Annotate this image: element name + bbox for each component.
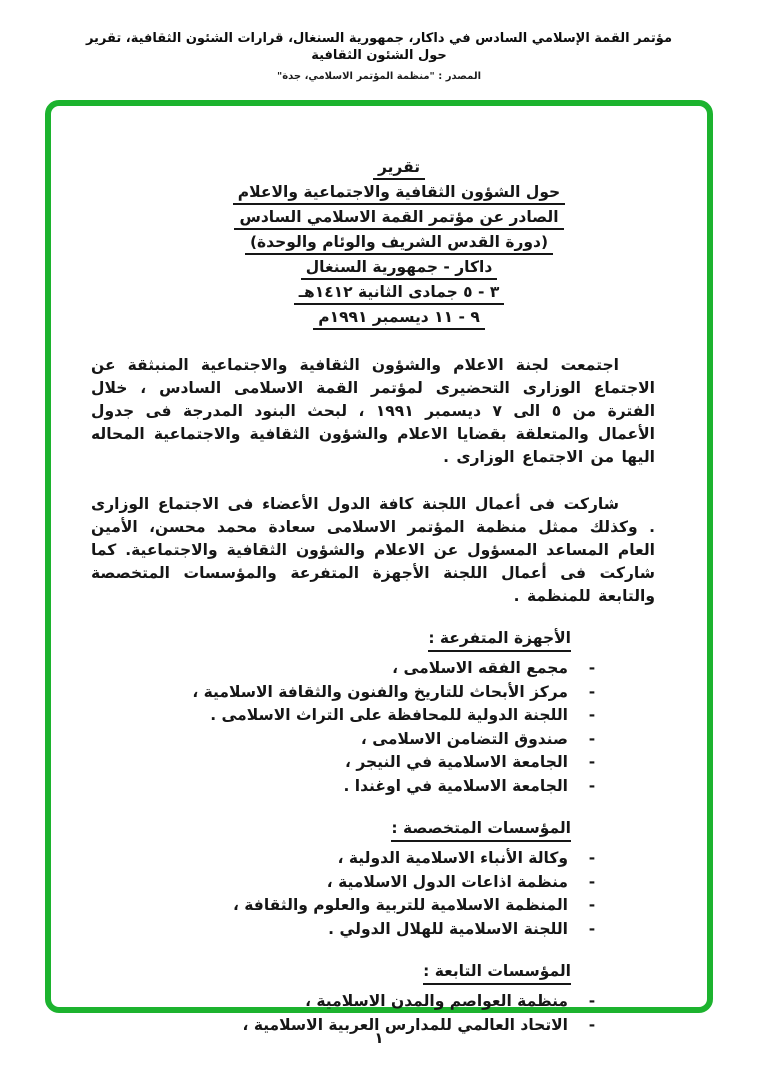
- list-item: [91, 681, 599, 705]
- list-item: [91, 990, 599, 1014]
- list-item-text: صندوق التضامن الاسلامى ،: [360, 729, 568, 748]
- report-title-line: ٩ - ١١ ديسمبر ١٩٩١م: [313, 308, 485, 330]
- dash-bullet-icon: -: [588, 919, 596, 938]
- report-title-line: الصادر عن مؤتمر القمة الاسلامي السادس: [234, 208, 563, 230]
- report-title-line: حول الشؤون الثقافية والاجتماعية والاعلام: [233, 183, 565, 205]
- report-title-line: ٣ - ٥ جمادى الثانية ١٤١٢هـ: [294, 283, 505, 305]
- list-item: [91, 918, 599, 942]
- scanned-document-frame: [45, 100, 713, 1034]
- list-item-text: منظمة اذاعات الدول الاسلامية ،: [326, 872, 568, 891]
- report-title-line: داكار - جمهورية السنغال: [301, 258, 498, 280]
- dash-bullet-icon: -: [588, 776, 596, 795]
- dash-bullet-icon: -: [588, 753, 596, 771]
- list-item: [91, 871, 599, 895]
- dash-bullet-icon: -: [588, 1015, 596, 1034]
- list-item: [91, 847, 599, 871]
- document-source-attribution: المصدر : "منظمة المؤتمر الاسلامي، جدة": [276, 71, 481, 82]
- section-item-list: [91, 847, 655, 941]
- section-item-list: [91, 657, 655, 798]
- list-item-text: اللجنة الاسلامية للهلال الدولي .: [328, 919, 568, 938]
- dash-bullet-icon: -: [588, 682, 596, 701]
- list-item-text: الاتحاد العالمي للمدارس العربية الاسلامية ،: [242, 1015, 568, 1034]
- list-item: [91, 728, 599, 752]
- list-item-text: الجامعة الاسلامية في النيجر ،: [345, 753, 568, 771]
- section-subsidiary-organs: [91, 629, 655, 798]
- section-heading: المؤسسات المتخصصة :: [391, 819, 571, 842]
- list-item-text: مركز الأبحاث للتاريخ والفنون والثقافة الاسلامية ،: [192, 682, 568, 701]
- dash-bullet-icon: -: [588, 849, 596, 867]
- list-item: [91, 751, 599, 775]
- list-item: [91, 704, 599, 728]
- list-item: [91, 657, 599, 681]
- participation-paragraph: شاركت فى أعمال اللجنة كافة الدول الأعضاء فى الاجتماع الوزارى . وكذلك ممثل منظمة المؤتمر الاسلامى سعادة محمد محسن، الأمين العام المساعد المسؤول عن الاعلام والشؤون الثقافية والاجتماعية. كما شاركت فى أعمال اللجنة الأجهزة المتفرعة والمؤسسات المتخصصة والتابعة للمنظمة .: [91, 495, 655, 605]
- section-heading: الأجهزة المتفرعة :: [428, 629, 571, 652]
- list-item-text: منظمة العواصم والمدن الاسلامية ،: [305, 992, 568, 1010]
- list-item: [91, 894, 599, 918]
- section-heading: المؤسسات التابعة :: [423, 962, 571, 985]
- dash-bullet-icon: -: [588, 992, 596, 1010]
- dash-bullet-icon: -: [588, 729, 596, 748]
- dash-bullet-icon: -: [588, 872, 596, 891]
- list-item-text: المنظمة الاسلامية للتربية والعلوم والثقافة ،: [232, 896, 568, 914]
- list-item-text: اللجنة الدولية للمحافظة على التراث الاسلامى .: [210, 706, 568, 724]
- section-affiliated-institutions: [91, 962, 655, 1037]
- list-item-text: وكالة الأنباء الاسلامية الدولية ،: [337, 849, 568, 867]
- list-item-text: الجامعة الاسلامية في اوغندا .: [343, 776, 568, 795]
- page-header: [0, 0, 758, 100]
- dash-bullet-icon: -: [588, 896, 596, 914]
- list-item-text: مجمع الفقه الاسلامى ،: [392, 659, 568, 677]
- document-content: [51, 106, 707, 1037]
- report-title-line: تقرير: [373, 158, 425, 180]
- dash-bullet-icon: -: [588, 706, 596, 724]
- report-title-block: [233, 158, 565, 330]
- dash-bullet-icon: -: [588, 659, 596, 677]
- section-specialized-institutions: [91, 819, 655, 941]
- intro-paragraph: اجتمعت لجنة الاعلام والشؤون الثقافية والاجتماعية المنبثقة عن الاجتماع الوزارى التحضيرى لمؤتمر القمة الاسلامى السادس ، خلال الفترة من ٥ الى ٧ ديسمبر ١٩٩١ ، لبحث البنود المدرجة فى جدول الأعمال والمتعلقة بقضايا الاعلام والشؤون الثقافية والاجتماعية المحاله اليها من الاجتماع الوزارى .: [91, 356, 656, 466]
- list-item: [91, 775, 599, 799]
- document-source-title: مؤتمر القمة الإسلامي السادس في داكار، جمهورية السنغال، قرارات الشئون الثقافية، تقرير حول الشئون الثقافية: [85, 31, 673, 63]
- report-title-line: (دورة القدس الشريف والوئام والوحدة): [245, 233, 553, 255]
- page-number: ١: [374, 1029, 384, 1047]
